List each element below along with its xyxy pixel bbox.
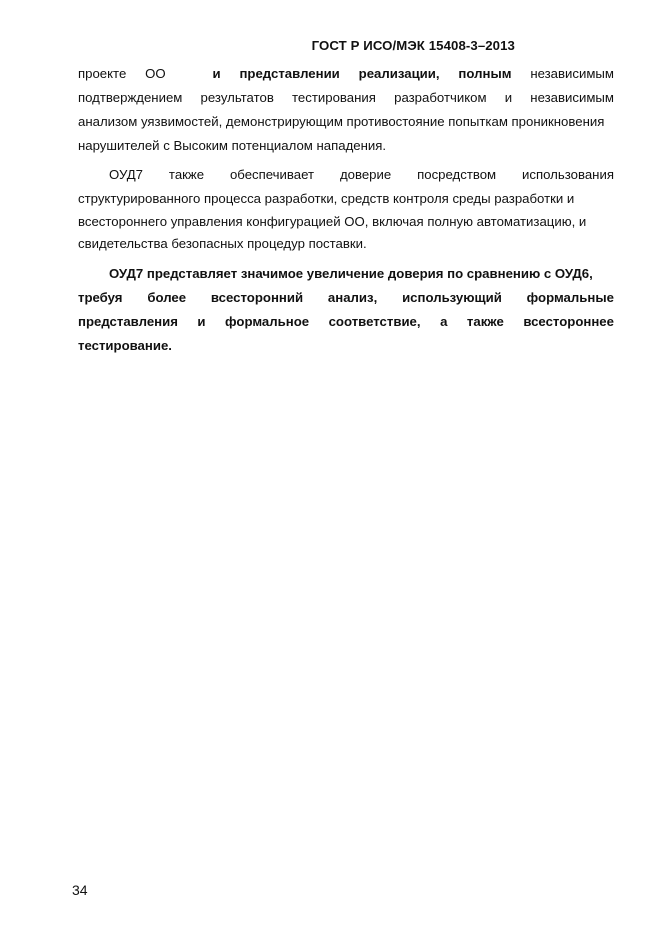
- paragraph-2-line-2: структурированного процесса разработки, средств контроля среды разработки и: [78, 191, 575, 206]
- word: реализации,: [358, 66, 440, 81]
- paragraph-1-line-1: [78, 66, 614, 90]
- paragraph-2-line-4: свидетельства безопасных процедур поставки.: [78, 236, 367, 251]
- paragraph-1-line-3: анализом уязвимостей, демонстрирующим противостояние попыткам проникновения: [78, 114, 605, 129]
- word: всестороннее: [523, 314, 614, 329]
- word: и: [504, 90, 513, 105]
- word: доверие: [339, 167, 392, 182]
- word: разработчиком: [394, 90, 487, 105]
- word: результатов: [200, 90, 274, 105]
- word: использования: [522, 167, 614, 182]
- word: независимым: [530, 66, 614, 81]
- word: независимым: [530, 90, 614, 105]
- word: формальные: [526, 290, 614, 305]
- document-header: ГОСТ Р ИСО/МЭК 15408-3–2013: [311, 38, 515, 53]
- word: и: [197, 314, 206, 329]
- page-number: 34: [72, 882, 88, 898]
- word: полным: [458, 66, 512, 81]
- word: подтверждением: [78, 90, 183, 105]
- paragraph-2-line-3: всестороннего управления конфигурацией ОО, включая полную автоматизацию, и: [78, 214, 587, 229]
- word: использующий: [402, 290, 502, 305]
- word: соответствие,: [328, 314, 421, 329]
- word: всесторонний: [210, 290, 304, 305]
- paragraph-1-line-2: [78, 90, 614, 114]
- paragraph-3-line-4: тестирование.: [78, 338, 172, 353]
- paragraph-2-line-1: [109, 167, 614, 191]
- word: ОО: [145, 66, 166, 81]
- word: обеспечивает: [229, 167, 315, 182]
- word: также: [466, 314, 504, 329]
- word: посредством: [417, 167, 497, 182]
- word: анализ,: [327, 290, 378, 305]
- paragraph-3-line-2: [78, 290, 614, 314]
- word: представления: [78, 314, 178, 329]
- word: и: [212, 66, 221, 81]
- paragraph-3-line-3: [78, 314, 614, 338]
- word: формальное: [225, 314, 310, 329]
- paragraph-1-line-4: нарушителей с Высоким потенциалом нападения.: [78, 138, 387, 153]
- word: а: [440, 314, 448, 329]
- word: требуя: [78, 290, 123, 305]
- word: представлении: [239, 66, 340, 81]
- word: также: [168, 167, 205, 182]
- paragraph-3-line-1: ОУД7 представляет значимое увеличение доверия по сравнению с ОУД6,: [109, 266, 593, 281]
- word: ОУД7: [109, 167, 144, 182]
- word: более: [147, 290, 187, 305]
- word: проекте: [78, 66, 127, 81]
- word: тестирования: [292, 90, 376, 105]
